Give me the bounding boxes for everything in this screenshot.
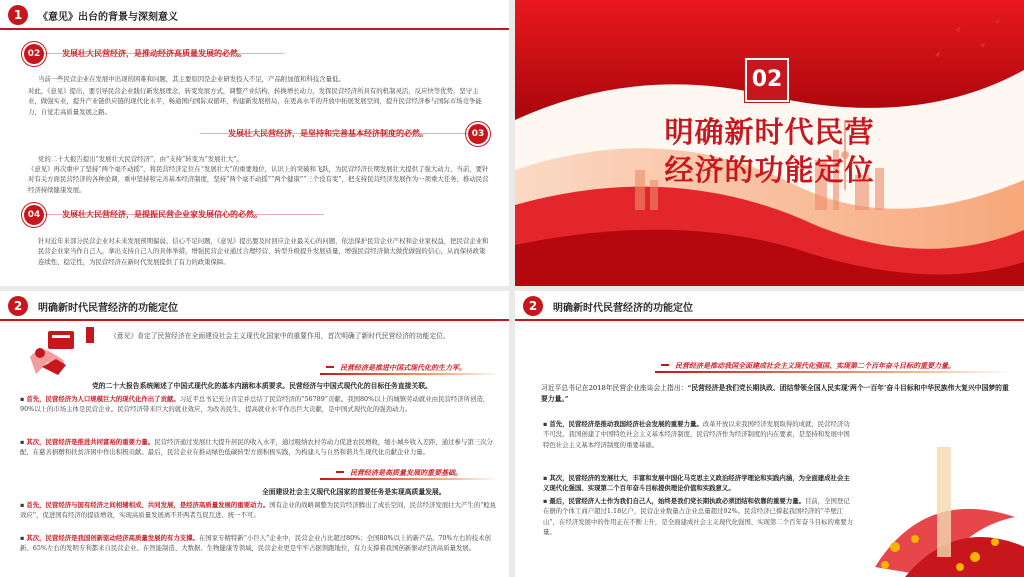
paragraph-2: 对此，《意见》提出，要引导民营企业践行新发展理念，转变发展方式，调整产业结构，转换增长动力，发挥民营经济所具有的机制灵活，反应快等优势，坚守主业，做强实业，提升产业链供应链的现代化水平，畅通国内国际双循环，构建新发展格局，在更高水平的开放中拓展发展空间，提升民营经济参与国际市场竞争能力，自觉走高质量发展之路。 — [28, 87, 482, 116]
intro-marker — [86, 327, 94, 343]
bullet-1: ▪ 首先，民营经济是推动我国经济社会发展的重要力量。改革开放以来我国经济发展取得的成就，民营经济功不可没。我国创建了中国特色社会主义基本经济制度，民营经济作为经济制度的内在要素，是坚持和发展中国特色社会主义基本经济制度的重要基础。 — [543, 420, 850, 449]
intro-paragraph: 《意见》肯定了民营经济在全面建设社会主义现代化国家中的重要作用，首次明确了新时代民营经济的功能定位。 — [110, 332, 450, 340]
bullet-2: ▪ 其次，民营经济的发展壮大，丰富和发展中国化马克思主义政治经济学理论和实践内涵，为全面建成社会主义现代化强国、实现第二个百年奋斗目标提供理论价值和实践意义。 — [543, 474, 850, 493]
bullet-4: ▪ 其次，民营经济是我国创新驱动经济高质量发展的有力支撑。在国家专精特新“小巨人”企业中，民营企业占比超过80%；全国80%以上的新产品、70%左右的技术创新、65%左右的发明专利都来自民营企业。在智能制造、大数据、生物健康等领域，民营企业更是牢牢占据领跑地位，有力支撑着我国创新驱动经济高质量发展。 — [20, 534, 491, 553]
slide-section-cover[interactable] — [515, 0, 1024, 286]
bullet-1-lead: 首先，民营经济是推动我国经济社会发展的重要力量。 — [549, 420, 703, 428]
section-heading-04: 发展壮大民营经济，是提振民营企业家发展信心的必然。 — [62, 209, 262, 219]
cover-title-line1: 明确新时代民营 — [664, 115, 875, 149]
section-number-badge: 1 — [8, 5, 28, 25]
bullet-3: ▪ 首先，民营经济与国有经济之间相辅相成、共同发展，是经济高质量发展的重要动力。国有企业的战略调整为民营经济腾出了成长空间，民营经济发展壮大产生的“鲶鱼效应”，促进国有经济的提质增效，实现高质量发展离不开两者互促互进、统一不可。 — [20, 501, 497, 520]
section-circle-02: 02 — [24, 44, 44, 64]
paragraph-3: 党的二十大报告提出“发展壮大民营经济”，由“支持”转变为“发展壮大”。 — [38, 155, 243, 163]
quote-text: “民营经济是我们党长期执政、团结带领全国人民实现‘两个一百年’奋斗目标和中华民族伟大复兴中国梦的重要力量。” — [541, 384, 1009, 403]
summary-line-1: 党的二十大报告系统阐述了中国式现代化的基本内涵和本质要求。民营经济与中国式现代化的目标任务直接关联。 — [92, 382, 432, 390]
bullet-3: ▪ 最后，民营经济人士作为我们自己人，始终是我们党长期执政必须团结和依靠的重要力量。目前，全国登记在册的个体工商户超过1.18亿户，民营企业数量占企业总量超过92%。民营经济已撑起我国经济的“半壁江山”，在经济发展中的作用正在不断上升，是全面建成社会主义现代化强国、实现第二个百年奋斗目标的重要力量。 — [543, 497, 853, 536]
bullet-2: ▪ 其次，民营经济是推进共同富裕的重要力量。民营经济通过发展壮大提升居民的收入水平，通过吸纳农村劳动力促进农民增收，缩小城乡收入差距，通过参与第三次分配，在慈善捐赠和扶贫济困中作出积极贡献。最后，民营企业在推动绿色低碳转型方面积极实践，为构建人与自然和谐共生现代化贡献企业力量。 — [20, 438, 493, 457]
bullet-3-lead: 最后，民营经济人士作为我们自己人，始终是我们党长期执政必须团结和依靠的重要力量。 — [549, 497, 805, 505]
paragraph-1: 当前一些民营企业在发展中出现的困难和问题，其主要原因是企业研发投入不足，产品附加值和科技含量低。 — [38, 75, 345, 83]
section-number-badge: 2 — [523, 296, 543, 316]
bullet-1-text: 改革开放以来我国经济发展取得的成就，民营经济功不可没。我国创建了中国特色社会主义基本经济制度，民营经济作为经济制度的内在要素，是坚持和发展中国特色社会主义基本经济制度的重要基础。 — [543, 420, 850, 449]
highlight-bar — [320, 478, 500, 480]
bullet-4-text: 在国家专精特新“小巨人”企业中，民营企业占比超过80%；全国80%以上的新产品、70%左右的技术创新、65%左右的发明专利都来自民营企业。在智能制造、大数据、生物健康等领域，民营企业更是牢牢占据领跑地位，有力支撑着我国创新驱动经济高质量发展。 — [20, 534, 491, 553]
section-heading-03: 发展壮大民营经济，是坚持和完善基本经济制度的必然。 — [228, 128, 428, 138]
quote-block — [541, 383, 1011, 405]
paragraph-4: 《意见》再次重申了坚持“两个毫不动摇”，将民营经济定位在“发展壮大”的重要地位，认识上的突破和飞跃，为民营经济长期发展壮大提供了强大动力，当前，要针对有关方面民营经济的各种论调，重申坚持和完善基本经济制度，坚持“两个毫不动摇”“两个健康”“三个没有变”，把支持民营经济发展作为一项重大任务，推动民营经济持续健康发展。 — [28, 165, 489, 194]
point-heading-2: 民营经济是高质量发展的重要基础。 — [350, 468, 468, 478]
bullet-3-text: 国有企业的战略调整为民营经济腾出了成长空间，民营经济发展壮大产生的“鲶鱼效应”，促进国有经济的提质增效，实现高质量发展离不开两者互促互进、统一不可。 — [20, 501, 497, 520]
slide-background-meaning[interactable] — [0, 0, 509, 286]
slide-function-positioning-2[interactable] — [515, 291, 1024, 577]
slide-header — [0, 291, 509, 321]
bullet-1-text: 习近平总书记充分肯定并总结了民营经济的“56789”贡献。我国80%以上的城镇劳动就业由民营经济所创造，90%以上的市场主体是民营企业。民营经济带来巨大的就业效应，为改善民生，提高就业水平作出巨大贡献，是中国式现代化的强劲动力。 — [20, 395, 490, 414]
point-heading-1: 民营经济是推进中国式现代化的生力军。 — [340, 363, 472, 373]
bullet-2-text: 民营经济通过发展壮大提升居民的收入水平，通过吸纳农村劳动力促进农民增收，缩小城乡收入差距，通过参与第三次分配，在慈善捐赠和扶贫济困中作出积极贡献。最后，民营企业在推动绿色低碳转型方面积极实践，为构建人与自然和谐共生现代化贡献企业力量。 — [20, 438, 493, 457]
section-heading-02: 发展壮大民营经济，是推动经济高质量发展的必然。 — [62, 48, 246, 58]
paragraph-5: 针对近年来部分民营企业对未来发展预期偏弱、信心不足问题，《意见》提出要及时回应企业最关心的问题，依法保护民营企业产权和企业家权益，把民营企业和民营企业家当作自己人，拿出支持自己人的具体举措，增强民营企业通过合理经营、转型升级提升发展质量，增强民营经济做大做优做强的信心，从而保持政策连续性、稳定性，为民营经济在新时代发展提供了有力的政策保障。 — [38, 237, 489, 266]
bullet-3-lead: 首先，民营经济与国有经济之间相辅相成、共同发展，是经济高质量发展的重要动力。 — [26, 501, 270, 509]
quote-lead: 习近平总书记在2018年民营企业座谈会上指出： — [541, 384, 688, 392]
bullet-1-lead: 首先，民营经济为人口规模巨大的现代化作出了贡献。 — [26, 395, 180, 403]
bullet-4-lead: 其次，民营经济是我国创新驱动经济高质量发展的有力支撑。 — [26, 534, 199, 542]
slide-function-positioning-1[interactable] — [0, 291, 509, 577]
bullet-2-lead: 其次，民营经济是推进共同富裕的重要力量。 — [26, 438, 155, 446]
cover-title-line2: 经济的功能定位 — [664, 153, 875, 187]
bullet-3-text: 目前，全国登记在册的个体工商户超过1.18亿户，民营企业数量占企业总量超过92%。民营经济已撑起我国经济的“半壁江山”，在经济发展中的作用正在不断上升，是全面建成社会主义现代化强国、实现第二个百年奋斗目标的重要力量。 — [543, 497, 853, 536]
slide-header — [0, 0, 509, 30]
slide-header — [515, 291, 1024, 321]
summary-line-2: 全面建设社会主义现代化国家的首要任务是实现高质量发展。 — [262, 488, 446, 496]
section-number-badge: 2 — [8, 296, 28, 316]
cover-section-number: 02 — [745, 58, 789, 102]
section-circle-04: 04 — [24, 205, 44, 225]
highlight-bar — [320, 373, 500, 375]
bullet-1: ▪ 首先，民营经济为人口规模巨大的现代化作出了贡献。习近平总书记充分肯定并总结了民营经济的“56789”贡献。我国80%以上的城镇劳动就业由民营经济所创造，90%以上的市场主体是民营企业。民营经济带来巨大的就业效应，为改善民生，提高就业水平作出巨大贡献，是中国式现代化的强劲动力。 — [20, 395, 490, 414]
slide-title: 《意见》出台的背景与深刻意义 — [38, 12, 178, 23]
slide-title: 明确新时代民营经济的功能定位 — [38, 303, 178, 314]
bullet-2-lead: 其次，民营经济的发展壮大，丰富和发展中国化马克思主义政治经济学理论和实践内涵，为全面建成社会主义现代化强国、实现第二个百年奋斗目标提供理论价值和实践意义。 — [543, 474, 850, 493]
slide-title: 明确新时代民营经济的功能定位 — [553, 303, 693, 314]
highlight-bar — [655, 371, 1015, 373]
section-circle-03: 03 — [468, 124, 488, 144]
ribbon-flower-decoration — [865, 427, 1024, 577]
point-heading: 民营经济是推动我国全面建成社会主义现代化强国、实现第二个百年奋斗目标的重要力量。 — [675, 361, 961, 371]
handshake-illustration-icon — [22, 327, 82, 381]
